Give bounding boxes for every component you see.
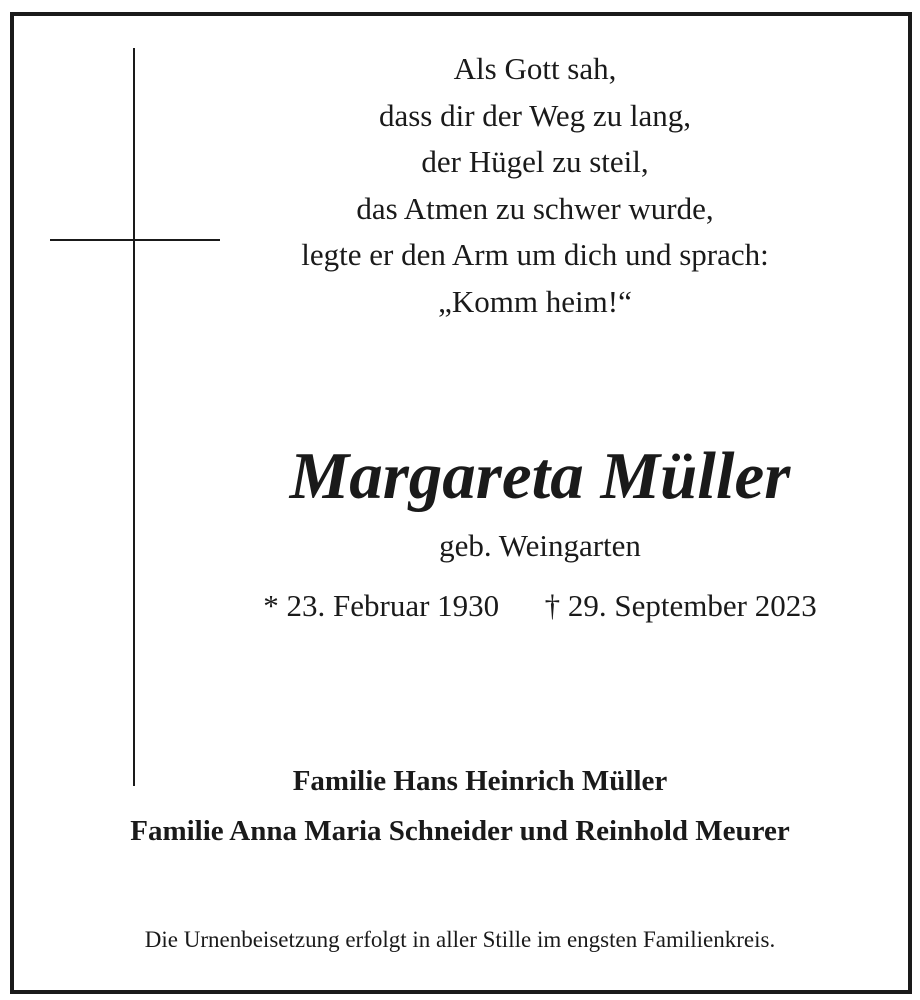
poem-line: der Hügel zu steil, — [421, 144, 649, 179]
poem-line: legte er den Arm um dich und sprach: — [301, 237, 769, 272]
poem-line: „Komm heim!“ — [438, 283, 632, 319]
cross-icon-vertical-bar — [133, 48, 135, 786]
poem-line: dass dir der Weg zu lang, — [378, 97, 691, 133]
birth-name: geb. Weingarten — [439, 528, 641, 563]
mourners-list — [30, 756, 890, 856]
deceased-name: Margareta Müller — [289, 439, 791, 513]
death-date: 29. September 2023 — [567, 588, 817, 623]
poem-line: Als Gott sah, — [453, 51, 617, 86]
burial-notice: Die Urnenbeisetzung erfolgt in aller Stille im engsten Familienkreis. — [144, 927, 776, 952]
poem-line: das Atmen zu schwer wurde, — [356, 190, 714, 226]
birth-date: 23. Februar 1930 — [286, 588, 500, 623]
life-dates — [190, 584, 890, 628]
mourner-family: Familie Anna Maria Schneider und Reinhold Meurer — [130, 815, 790, 847]
poem — [230, 46, 840, 325]
birth-star-icon: * — [263, 588, 279, 623]
mourner-family: Familie Hans Heinrich Müller — [292, 765, 668, 797]
death-dagger-icon: † — [544, 588, 561, 623]
cross-icon-horizontal-bar — [50, 239, 220, 241]
